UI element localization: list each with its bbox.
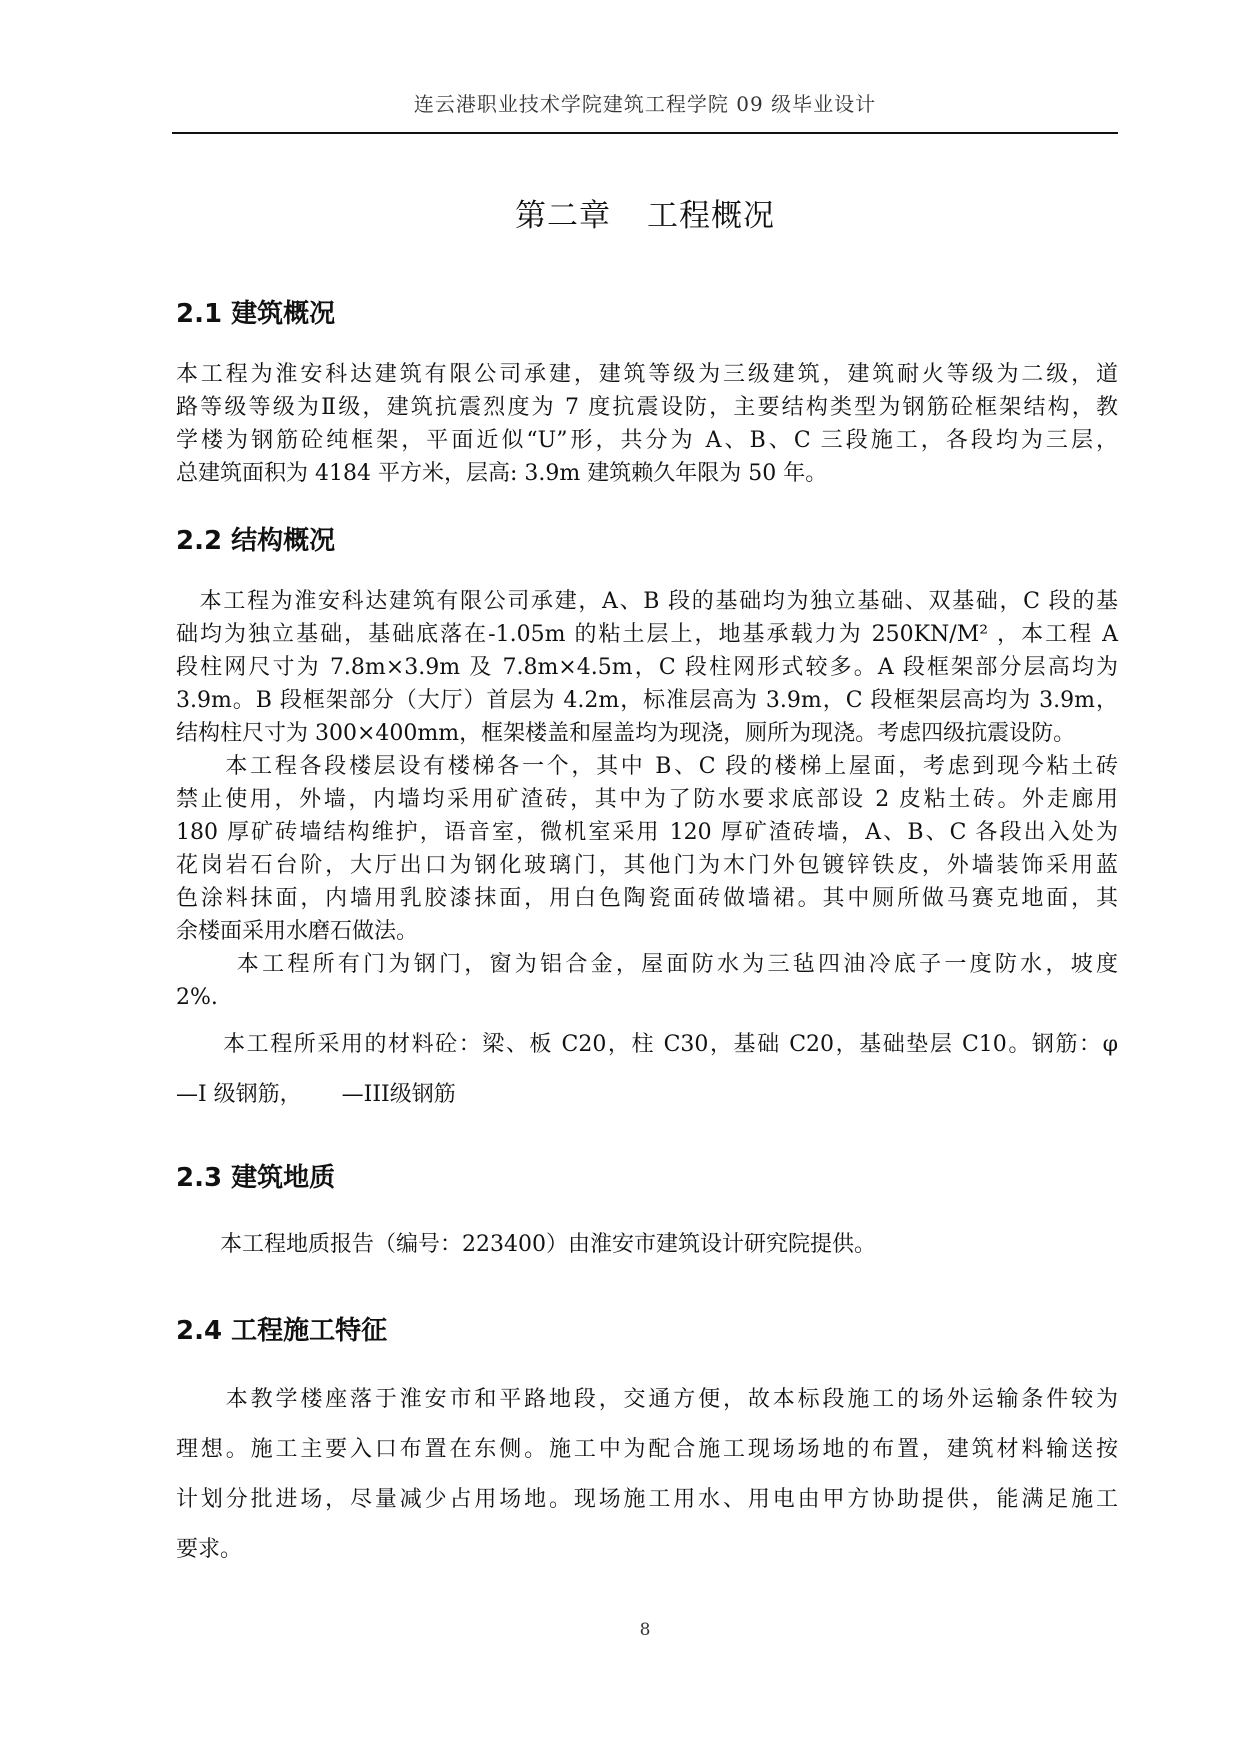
- section-heading-2-4: 2.4 工程施工特征: [176, 1316, 388, 1346]
- section-heading-2-1: 2.1 建筑概况: [176, 299, 336, 329]
- header-rule: [172, 132, 1118, 134]
- running-header: 连云港职业技术学院建筑工程学院 09 级毕业设计: [413, 92, 877, 116]
- text-line: 段柱网尺寸为 7.8m×3.9m 及 7.8m×4.5m，C 段柱网形式较多。A 段框架部分层高均为: [176, 655, 1118, 680]
- paragraph-2-2-walls: [176, 750, 1118, 948]
- paragraph-2-4: [176, 1375, 1118, 1575]
- text-line: 花岗岩石台阶，大厅出口为钢化玻璃门，其他门为木门外包镀锌铁皮，外墙装饰采用蓝: [176, 853, 1118, 878]
- text-line: 180 厚矿砖墙结构维护，语音室，微机室采用 120 厚矿渣砖墙，A、B、C 各段出入处为: [176, 820, 1118, 845]
- text-line: 理想。施工主要入口布置在东侧。施工中为配合施工现场场地的布置，建筑材料输送按: [176, 1437, 1118, 1462]
- text-line: 色涂料抹面，内墙用乳胶漆抹面，用白色陶瓷面砖做墙裙。其中厕所做马赛克地面，其: [176, 886, 1118, 911]
- text-line: 本工程为淮安科达建筑有限公司承建，建筑等级为三级建筑，建筑耐火等级为二级，道: [176, 362, 1118, 387]
- text-line: 本教学楼座落于淮安市和平路地段，交通方便，故本标段施工的场外运输条件较为: [176, 1387, 1118, 1412]
- paragraph-2-2-foundation: [176, 585, 1118, 750]
- text-line: 2%.: [176, 985, 218, 1010]
- chapter-number: 第二章: [515, 198, 611, 234]
- section-heading-2-3: 2.3 建筑地质: [176, 1163, 336, 1193]
- text-line: 学楼为钢筋砼纯框架，平面近似“U”形，共分为 A、B、C 三段施工，各段均为三层，: [176, 428, 1118, 453]
- text-line: 本工程各段楼层设有楼梯各一个，其中 B、C 段的楼梯上屋面，考虑到现今粘土砖: [176, 754, 1118, 779]
- text-line: 本工程地质报告（编号：223400）由淮安市建筑设计研究院提供。: [176, 1232, 876, 1257]
- text-line: —I 级钢筋， —III级钢筋: [176, 1082, 456, 1107]
- text-line: 余楼面采用水磨石做法。: [176, 919, 419, 944]
- text-line: 路等级等级为Ⅱ级，建筑抗震烈度为 7 度抗震设防，主要结构类型为钢筋砼框架结构，教: [176, 395, 1118, 420]
- page-number: 8: [639, 1620, 651, 1640]
- chapter-title: [172, 190, 1118, 235]
- section-heading-2-2: 2.2 结构概况: [176, 526, 336, 556]
- text-line: 本工程所有门为钢门，窗为铝合金，屋面防水为三毡四油冷底子一度防水，坡度: [176, 952, 1118, 977]
- paragraph-2-1: [176, 358, 1118, 490]
- paragraph-2-3: [176, 1228, 1118, 1261]
- text-line: 结构柱尺寸为 300×400mm，框架楼盖和屋盖均为现浇，厕所为现浇。考虑四级抗震设防。: [176, 721, 1076, 746]
- text-line: 础均为独立基础，基础底落在-1.05m 的粘土层上，地基承载力为 250KN/M² ，本工程 A: [176, 622, 1118, 647]
- paragraph-2-2-doors: [176, 948, 1118, 1014]
- paragraph-2-2-materials: [176, 1020, 1118, 1120]
- text-line: 禁止使用，外墙，内墙均采用矿渣砖，其中为了防水要求底部设 2 皮粘土砖。外走廊用: [176, 787, 1118, 812]
- text-line: 总建筑面积为 4184 平方米，层高: 3.9m 建筑赖久年限为 50 年。: [176, 461, 828, 486]
- text-line: 计划分批进场，尽量减少占用场地。现场施工用水、用电由甲方协助提供，能满足施工: [176, 1487, 1118, 1512]
- text-line: 本工程为淮安科达建筑有限公司承建，A、B 段的基础均为独立基础、双基础，C 段的基: [176, 589, 1118, 614]
- text-line: 本工程所采用的材料砼：梁、板 C20，柱 C30，基础 C20，基础垫层 C10。钢筋：φ: [176, 1032, 1118, 1057]
- text-line: 3.9m。B 段框架部分（大厅）首层为 4.2m，标准层高为 3.9m，C 段框架层高均为 3.9m，: [176, 688, 1118, 713]
- text-line: 要求。: [176, 1537, 243, 1562]
- chapter-name: 工程概况: [647, 198, 775, 234]
